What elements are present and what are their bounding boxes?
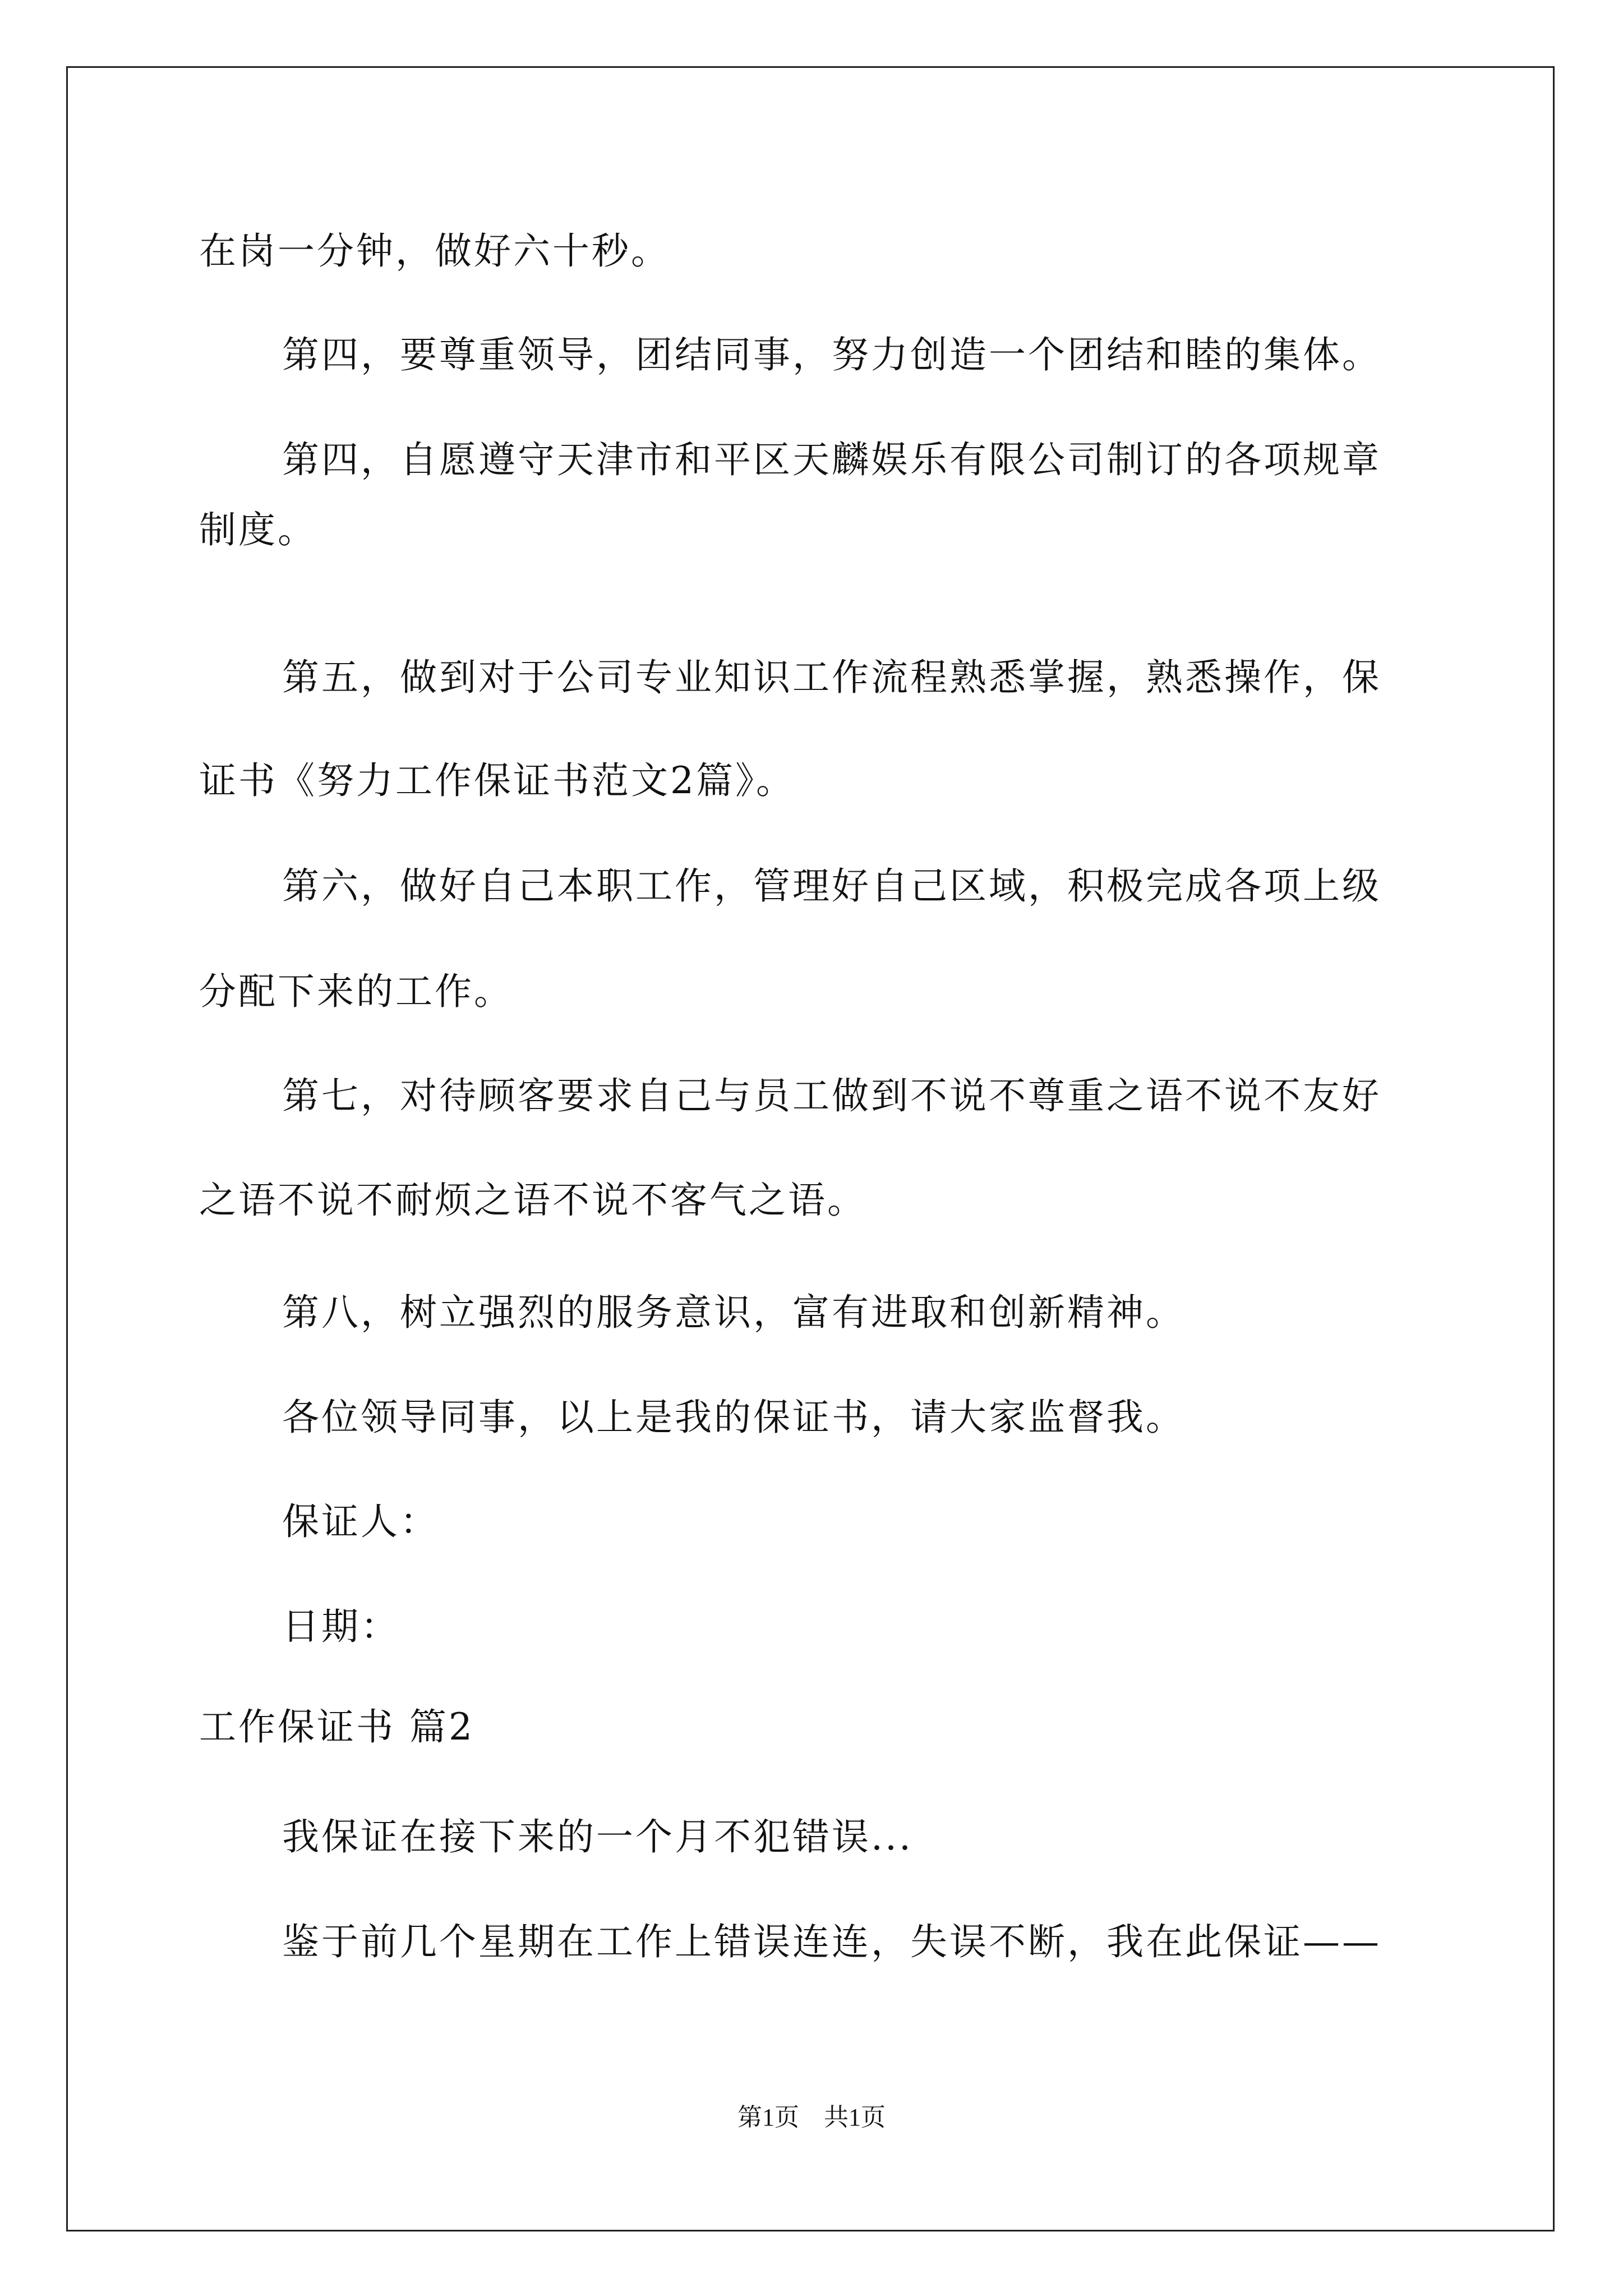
- section-heading: 工作保证书 篇2: [199, 1705, 474, 1749]
- text-line: 第六，做好自己本职工作，管理好自己区域，积极完成各项上级: [282, 864, 1381, 908]
- text-line: 鉴于前几个星期在工作上错误连连，失误不断，我在此保证——: [282, 1920, 1381, 1963]
- text-line: 证书《努力工作保证书范文2篇》。: [199, 759, 795, 802]
- text-line: 第七，对待顾客要求自己与员工做到不说不尊重之语不说不友好: [282, 1074, 1381, 1117]
- text-line: 第四，自愿遵守天津市和平区天麟娱乐有限公司制订的各项规章: [282, 438, 1381, 481]
- text-line: 日期：: [282, 1605, 400, 1648]
- text-line: 我保证在接下来的一个月不犯错误...: [282, 1815, 913, 1858]
- text-line: 在岗一分钟，做好六十秒。: [199, 229, 670, 273]
- text-line: 之语不说不耐烦之语不说不客气之语。: [199, 1179, 866, 1222]
- text-line: 保证人：: [282, 1500, 439, 1543]
- text-line: 第五，做到对于公司专业知识工作流程熟悉掌握，熟悉操作，保: [282, 656, 1381, 699]
- text-line: 制度。: [199, 508, 317, 551]
- page-border: [66, 66, 1555, 2231]
- page-footer: 第1页 共1页: [737, 2104, 886, 2131]
- text-line: 第八，树立强烈的服务意识，富有进取和创新精神。: [282, 1291, 1185, 1334]
- text-line: 各位领导同事，以上是我的保证书，请大家监督我。: [282, 1396, 1185, 1439]
- text-line: 第四，要尊重领导，团结同事，努力创造一个团结和睦的集体。: [282, 333, 1381, 376]
- text-line: 分配下来的工作。: [199, 970, 513, 1013]
